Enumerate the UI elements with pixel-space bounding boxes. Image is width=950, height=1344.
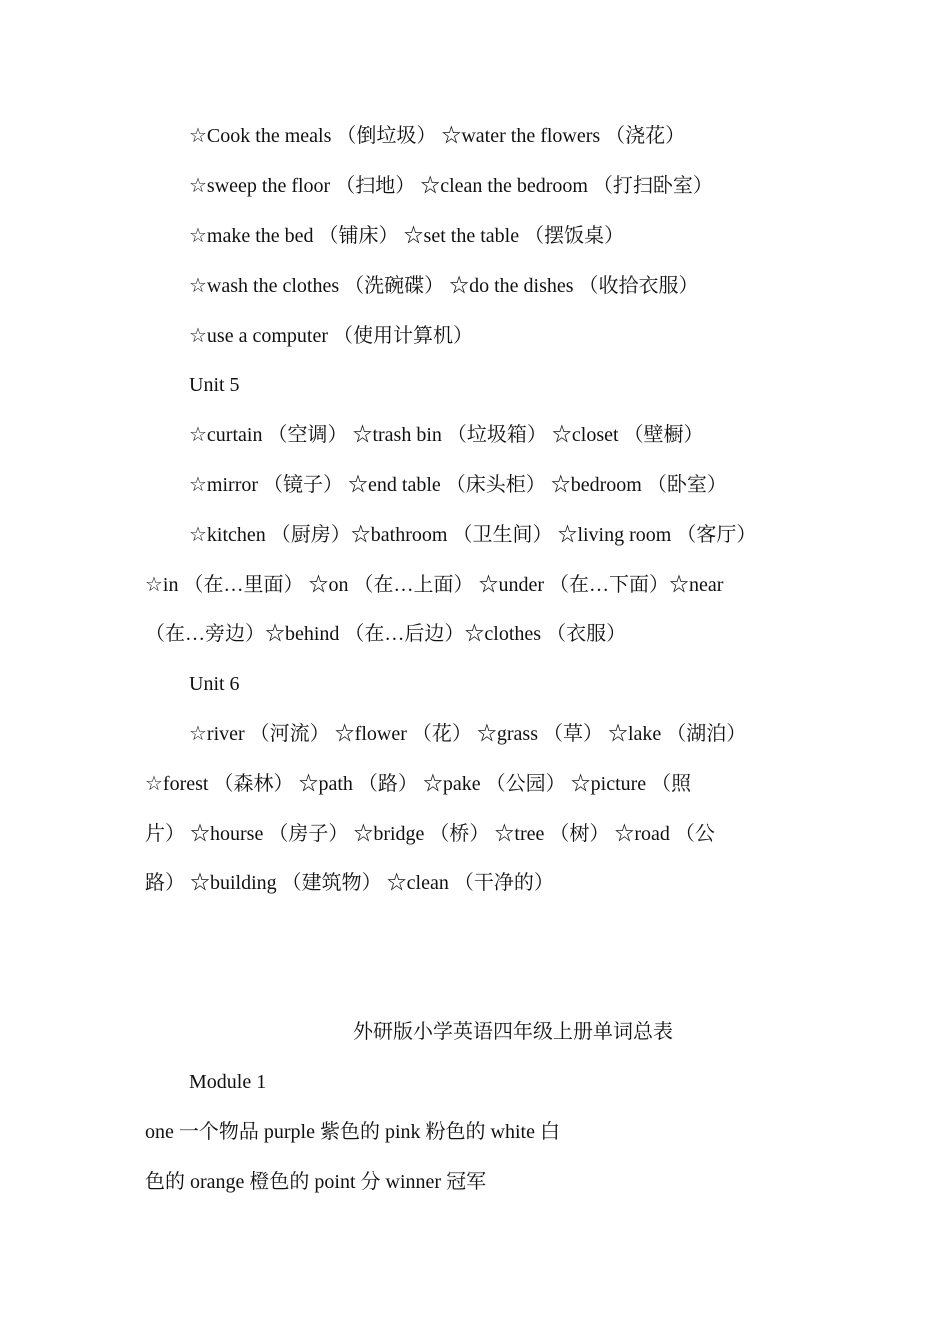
unit-heading: Unit 6 (189, 673, 240, 695)
vocab-line: （在…旁边）☆behind （在…后边）☆clothes （衣服） (145, 623, 627, 645)
vocab-line: ☆wash the clothes （洗碗碟） ☆do the dishes （收拾衣服） (189, 275, 699, 297)
vocab-line: ☆kitchen （厨房）☆bathroom （卫生间） ☆living room （客厅） (189, 524, 757, 546)
vocab-line: ☆sweep the floor （扫地） ☆clean the bedroom （打扫卧室） (189, 175, 713, 197)
vocab-line: ☆make the bed （铺床） ☆set the table （摆饭桌） (189, 225, 625, 247)
vocab-line: ☆curtain （空调） ☆trash bin （垃圾箱） ☆closet （壁橱） (189, 424, 704, 446)
vocab-line: ☆forest （森林） ☆path （路） ☆pake （公园） ☆picture （照 (145, 773, 692, 795)
vocab-line: 色的 orange 橙色的 point 分 winner 冠军 (145, 1171, 487, 1193)
unit-heading: Unit 5 (189, 374, 240, 396)
vocab-line: ☆river （河流） ☆flower （花） ☆grass （草） ☆lake （湖泊） (189, 723, 747, 745)
vocab-line: 路） ☆building （建筑物） ☆clean （干净的） (145, 872, 554, 894)
vocab-line: ☆use a computer （使用计算机） (189, 325, 473, 347)
vocab-line: ☆Cook the meals （倒垃圾） ☆water the flowers （浇花） (189, 125, 686, 147)
module-heading: Module 1 (189, 1071, 267, 1093)
vocab-line: one 一个物品 purple 紫色的 pink 粉色的 white 白 (145, 1121, 560, 1143)
vocab-line: ☆mirror （镜子） ☆end table （床头柜） ☆bedroom （卧室） (189, 474, 727, 496)
vocab-line: ☆in （在…里面） ☆on （在…上面） ☆under （在…下面）☆near (145, 574, 724, 596)
section-title: 外研版小学英语四年级上册单词总表 (353, 1021, 673, 1043)
vocab-line: 片） ☆hourse （房子） ☆bridge （桥） ☆tree （树） ☆road （公 (145, 823, 715, 845)
